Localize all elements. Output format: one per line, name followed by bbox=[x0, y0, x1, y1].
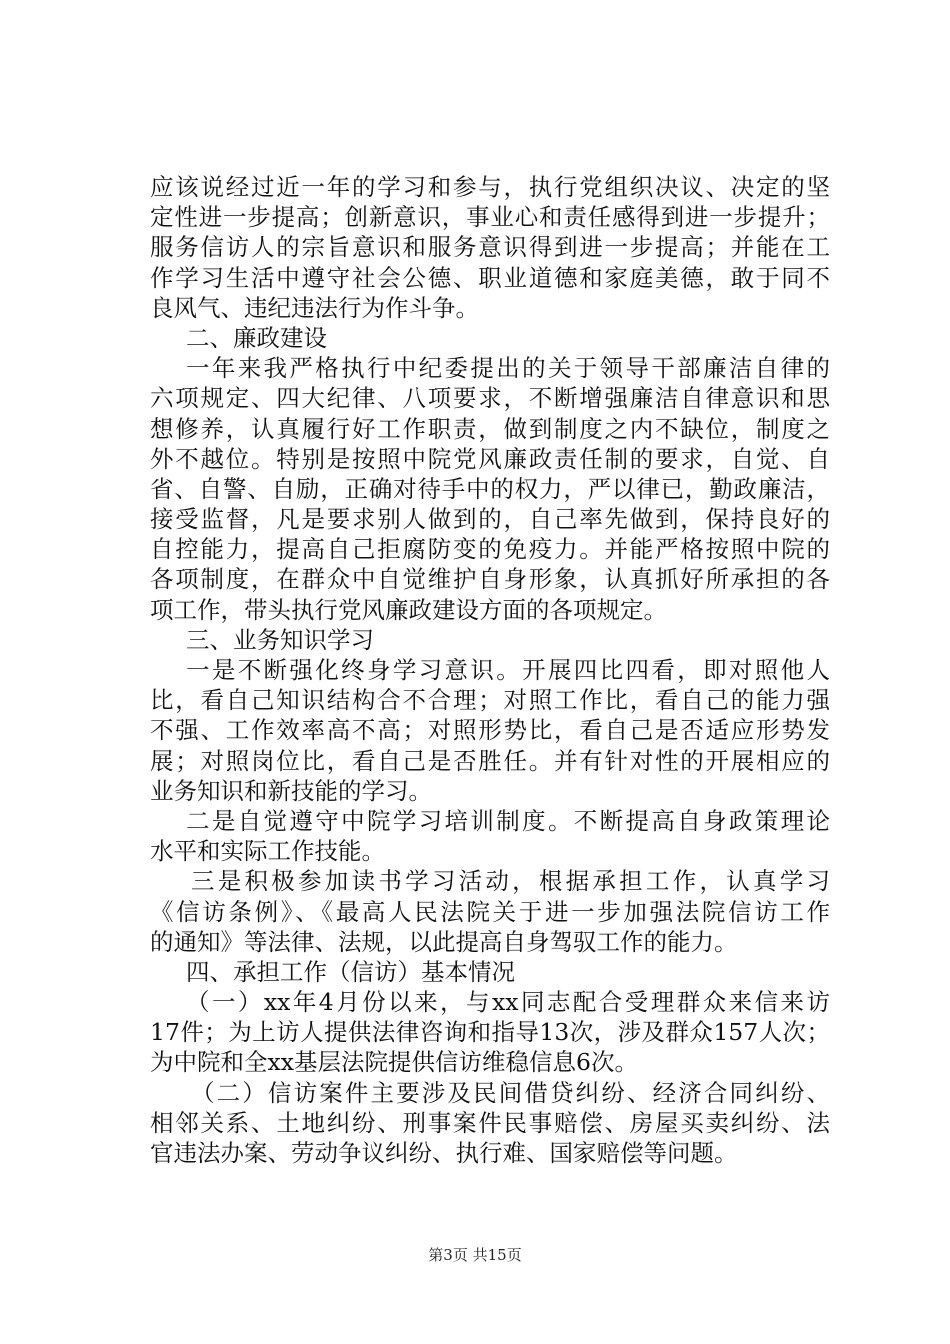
text-line: 一是不断强化终身学习意识。开展四比四看，即对照他人 bbox=[186, 656, 830, 684]
text-line: 三是积极参加读书学习活动，根据承担工作，认真学习 bbox=[191, 867, 830, 896]
text-line: 的通知》等法律、法规，以此提高自身驾驭工作的能力。 bbox=[150, 927, 738, 956]
text-line: 《信访条例》、《最高人民法院关于进一步加强法院信访工作 bbox=[150, 897, 830, 926]
text-line: 为中院和全xx基层法院提供信访维稳信息6次。 bbox=[150, 1048, 638, 1077]
text-line: 六项规定、四大纪律、八项要求，不断增强廉洁自律意识和思 bbox=[150, 384, 830, 413]
text-line: （一）xx年4月份以来，与xx同志配合受理群众来信来访 bbox=[186, 988, 830, 1017]
text-line: 良风气、违纪违法行为作斗争。 bbox=[150, 293, 479, 322]
text-line: 官违法办案、劳动争议纠纷、执行难、国家赔偿等问题。 bbox=[150, 1139, 738, 1167]
text-line: 定性进一步提高；创新意识，事业心和责任感得到进一步提升； bbox=[150, 203, 830, 232]
text-line: 一年来我严格执行中纪委提出的关于领导干部廉洁自律的 bbox=[186, 354, 830, 383]
document-body bbox=[150, 172, 830, 1168]
text-line: 业务知识和新技能的学习。 bbox=[150, 776, 432, 805]
text-line: 17件；为上访人提供法律咨询和指导13次，涉及群众157人次； bbox=[150, 1018, 830, 1047]
text-line: 省、自警、自励，正确对待手中的权力，严以律已，勤政廉洁， bbox=[150, 474, 830, 503]
text-line: （二）信访案件主要涉及民间借贷纠纷、经济合同纠纷、 bbox=[191, 1078, 830, 1107]
text-line: 各项制度，在群众中自觉维护自身形象，认真抓好所承担的各 bbox=[150, 565, 830, 594]
text-line: 相邻关系、土地纠纷、刑事案件民事赔偿、房屋买卖纠纷、法 bbox=[150, 1108, 830, 1137]
text-line: 四、承担工作（信访）基本情况 bbox=[186, 957, 515, 986]
text-line: 展；对照岗位比，看自己是否胜任。并有针对性的开展相应的 bbox=[150, 746, 830, 775]
text-line: 二是自觉遵守中院学习培训制度。不断提高自身政策理论 bbox=[186, 806, 830, 835]
text-line: 三、业务知识学习 bbox=[186, 625, 374, 654]
text-line: 二、廉政建设 bbox=[186, 323, 327, 352]
text-line: 项工作，带头执行党风廉政建设方面的各项规定。 bbox=[150, 595, 667, 624]
text-line: 接受监督，凡是要求别人做到的，自己率先做到，保持良好的 bbox=[150, 505, 830, 534]
text-line: 外不越位。特别是按照中院党风廉政责任制的要求，自觉、自 bbox=[150, 444, 830, 473]
page-footer: 第3页 共15页 bbox=[428, 1246, 522, 1264]
text-line: 想修养，认真履行好工作职责，做到制度之内不缺位，制度之 bbox=[150, 414, 830, 443]
text-line: 不强、工作效率高不高；对照形势比，看自己是否适应形势发 bbox=[150, 716, 830, 745]
text-line: 比，看自己知识结构合不合理；对照工作比，看自己的能力强 bbox=[150, 686, 830, 715]
text-line: 服务信访人的宗旨意识和服务意识得到进一步提高；并能在工 bbox=[150, 233, 830, 262]
text-line: 应该说经过近一年的学习和参与，执行党组织决议、决定的坚 bbox=[150, 173, 830, 201]
text-line: 自控能力，提高自己拒腐防变的免疫力。并能严格按照中院的 bbox=[150, 535, 830, 564]
text-line: 水平和实际工作技能。 bbox=[150, 837, 385, 866]
text-line: 作学习生活中遵守社会公德、职业道德和家庭美德，敢于同不 bbox=[150, 263, 830, 292]
